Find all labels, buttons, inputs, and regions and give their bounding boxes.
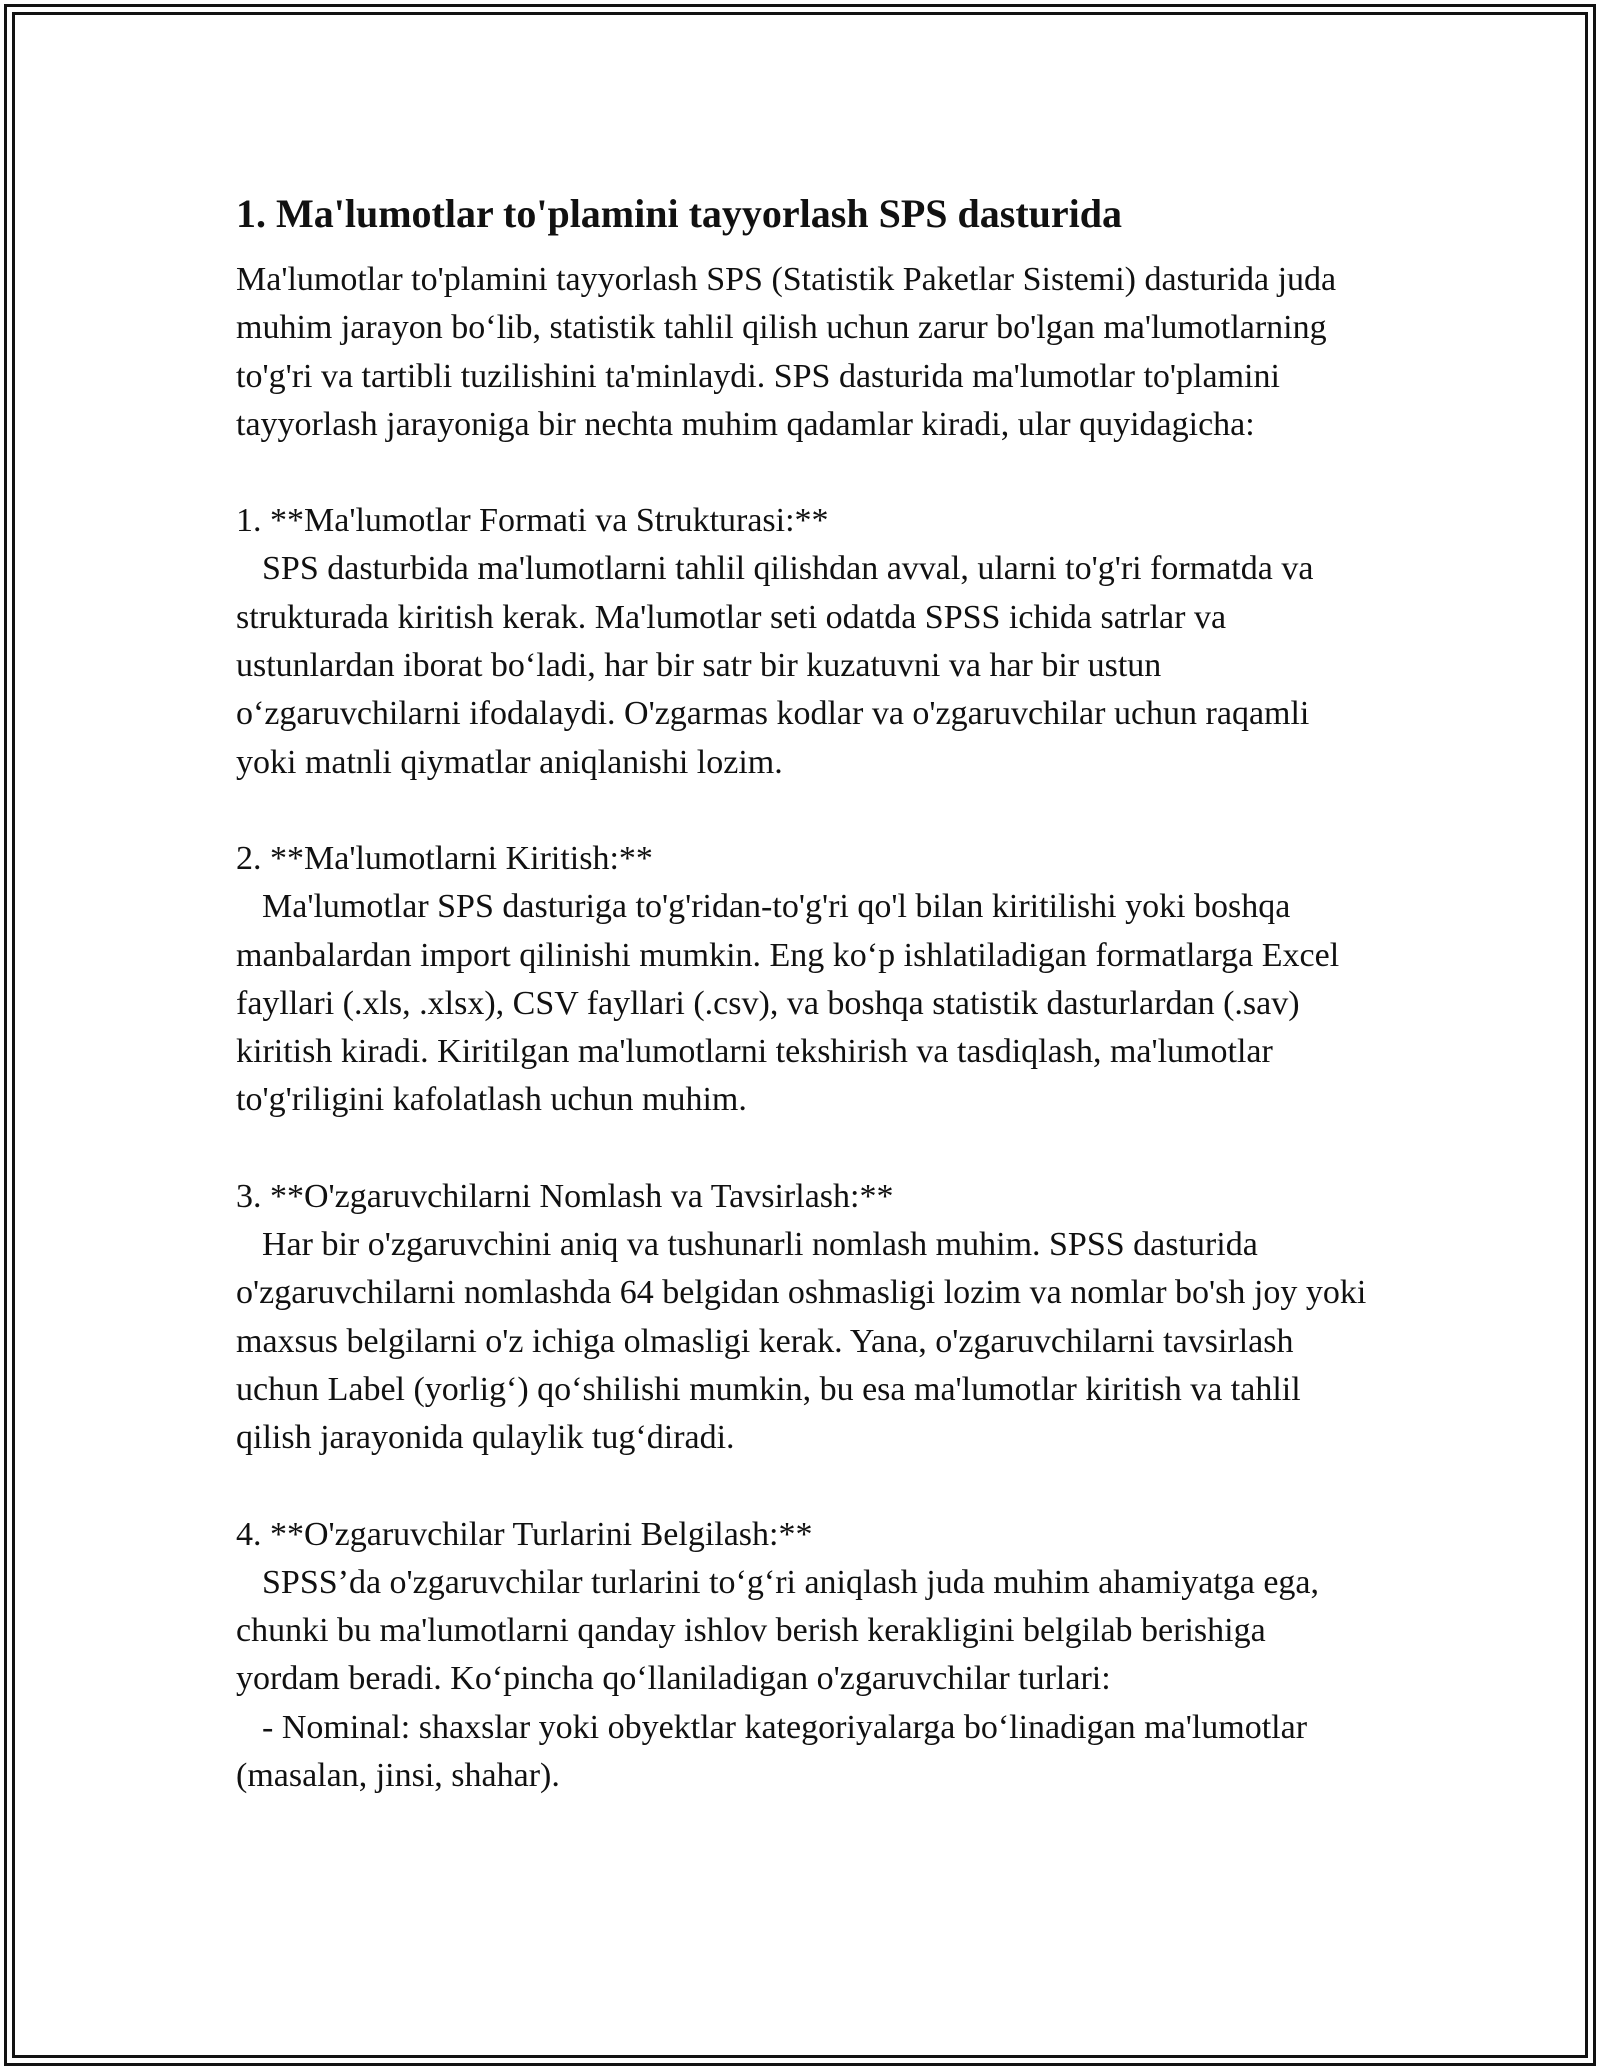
section-body [236,1559,1376,1704]
section-body-text: SPSS’da o'zgaruvchilar turlarini to‘g‘ri aniqlash juda muhim ahamiyatga ega, chunki bu ma'lumotlarni qanday ishlov berish kerakligini belgilab berishiga yordam beradi. Ko‘pincha qo‘llaniladigan o'zgaruvchilar turlari: [236,1563,1328,1698]
section-4 [236,1511,1376,1801]
list-item-text: - Nominal: shaxslar yoki obyektlar kategoriyalarga bo‘linadigan ma'lumotlar (masalan, jinsi, shahar). [236,1708,1316,1795]
section-heading: 2. **Ma'lumotlarni Kiritish:** [236,839,653,877]
section-body [236,545,1376,786]
document-body [236,182,1376,1800]
section-heading: 4. **O'zgaruvchilar Turlarini Belgilash:** [236,1515,813,1553]
list-item [236,1704,1376,1801]
section-3 [236,1173,1376,1463]
section-heading: 3. **O'zgaruvchilarni Nomlash va Tavsirlash:** [236,1177,894,1215]
section-2 [236,835,1376,1125]
intro-paragraph: Ma'lumotlar to'plamini tayyorlash SPS (Statistik Paketlar Sistemi) dasturida juda muhim jarayon bo‘lib, statistik tahlil qilish uchun zarur bo'lgan ma'lumotlarning to'g'ri va tartibli tuzilishini ta'minlaydi. SPS dasturida ma'lumotlar to'plamini tayyorlash jarayoniga bir nechta muhim qadamlar kiradi, ular quyidagicha: [236,261,1345,443]
section-heading: 1. **Ma'lumotlar Formati va Strukturasi:** [236,502,829,540]
section-body-text: Har bir o'zgaruvchini aniq va tushunarli nomlash muhim. SPSS dasturida o'zgaruvchilarni nomlashda 64 belgidan oshmasligi lozim va nomlar bo'sh joy yoki maxsus belgilarni o'z ichiga olmasligi kerak. Yana, o'zgaruvchilarni tavsirlash uchun Label (yorlig‘) qo‘shilishi mumkin, bu esa ma'lumotlar kiritish va tahlil qilish jarayonida qulaylik tug‘diradi. [236,1226,1375,1457]
section-body-text: SPS dasturbida ma'lumotlarni tahlil qilishdan avval, ularni to'g'ri formatda va strukturada kiritish kerak. Ma'lumotlar seti odatda SPSS ichida satrlar va ustunlardan iborat bo‘ladi, har bir satr bir kuzatuvni va har bir ustun o‘zgaruvchilarni ifodalaydi. O'zgarmas kodlar va o'zgaruvchilar uchun raqamli yoki matnli qiymatlar aniqlanishi lozim. [236,550,1322,781]
section-body [236,883,1376,1124]
document-title: 1. Ma'lumotlar to'plamini tayyorlash SPS dasturida [236,191,1123,236]
section-body-text: Ma'lumotlar SPS dasturiga to'g'ridan-to'g'ri qo'l bilan kiritilishi yoki boshqa manbalardan import qilinishi mumkin. Eng ko‘p ishlatiladigan formatlarga Excel fayllari (.xls, .xlsx), CSV fayllari (.csv), va boshqa statistik dasturlardan (.sav) kiritish kiradi. Kiritilgan ma'lumotlarni tekshirish va tasdiqlash, ma'lumotlar to'g'riligini kafolatlash uchun muhim. [236,888,1348,1119]
section-1 [236,497,1376,787]
section-body [236,1221,1376,1462]
